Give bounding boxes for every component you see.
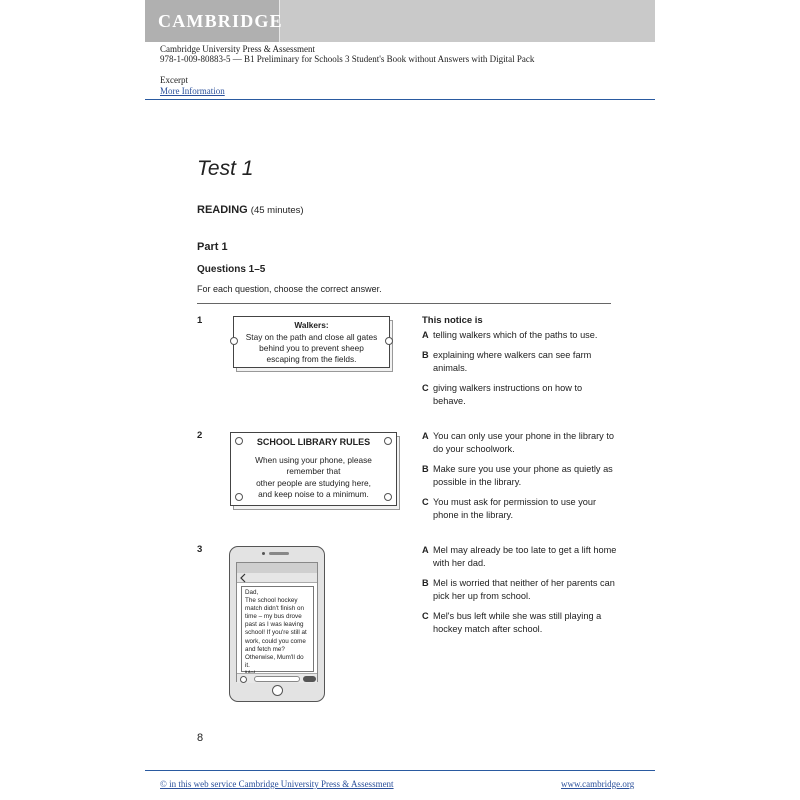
message-input-bar [237, 673, 317, 683]
message-line: match didn't finish on [245, 605, 304, 613]
message-line: school! If you're still at [245, 629, 307, 637]
message-line: and fetch me? [245, 645, 285, 653]
question-number: 2 [197, 430, 203, 441]
answer-option[interactable] [422, 544, 617, 569]
instruction-text: For each question, choose the correct answer. [197, 284, 382, 294]
speaker-icon [269, 552, 289, 555]
home-button-icon [272, 685, 283, 696]
question-number: 1 [197, 315, 203, 326]
part-heading: Part 1 [197, 241, 228, 253]
answer-option[interactable] [422, 430, 617, 455]
option-text: You can only use your phone in the library to do your schoolwork. [433, 431, 614, 454]
more-information-link[interactable]: More Information [160, 86, 225, 96]
sign-line: escaping from the fields. [266, 354, 357, 364]
walkers-notice-sign [233, 316, 390, 368]
phone-illustration [229, 546, 325, 702]
website-link[interactable]: www.cambridge.org [561, 779, 635, 789]
section-heading [197, 204, 304, 216]
text-message [241, 586, 314, 672]
message-line: The school hockey [245, 597, 298, 605]
sign-line: Stay on the path and close all gates [245, 332, 378, 342]
status-bar [237, 563, 317, 573]
option-text: explaining where walkers can see farm animals. [433, 350, 592, 373]
message-line: Otherwise, Mum'll do it. [245, 653, 304, 669]
answer-option[interactable] [422, 349, 597, 374]
section-name: READING [197, 204, 248, 216]
answer-option[interactable] [422, 610, 622, 635]
brand-logo-box [145, 0, 283, 42]
option-text: Mel's bus left while she was still playing a hockey match after school. [433, 611, 602, 634]
back-arrow-icon [240, 574, 246, 582]
option-text: giving walkers instructions on how to behave. [433, 383, 583, 406]
message-line: time – my bus drove [245, 613, 302, 621]
option-letter: A [422, 431, 429, 441]
camera-icon [262, 552, 265, 555]
sign-line: and keep noise to a minimum. [258, 489, 369, 499]
sign-line: Walkers: [294, 320, 329, 330]
questions-heading: Questions 1–5 [197, 264, 266, 275]
sign-line: other people are studying here, [256, 478, 371, 488]
option-text: You must ask for permission to use your phone in the library. [433, 497, 597, 520]
page-title: Test 1 [197, 157, 254, 180]
library-rules-sign [230, 432, 397, 506]
emoji-icon [240, 676, 247, 683]
option-letter: C [422, 497, 429, 507]
excerpt-label: Excerpt [160, 75, 188, 85]
brand-banner [145, 0, 655, 42]
message-line: Dad, [245, 589, 259, 596]
brand-logo: CAMBRIDGE [158, 11, 283, 31]
option-letter: C [422, 611, 429, 621]
answer-option[interactable] [422, 496, 617, 521]
answer-option[interactable] [422, 463, 617, 488]
option-letter: A [422, 330, 429, 340]
chat-nav-bar [237, 573, 317, 583]
option-letter: B [422, 464, 429, 474]
option-text: Make sure you use your phone as quietly as possible in the library. [433, 464, 613, 487]
question-number: 3 [197, 544, 203, 555]
option-text: Mel may already be too late to get a lift home with her dad. [433, 545, 617, 568]
isbn-line: 978-1-009-80883-5 — B1 Preliminary for Schools 3 Student's Book without Answers with Digital Pack [160, 54, 535, 64]
message-line: work, could you come [245, 637, 306, 645]
option-letter: C [422, 383, 429, 393]
message-input [254, 676, 300, 682]
phone-screen [236, 562, 318, 682]
question-prompt: This notice is [422, 315, 483, 326]
footer-divider [145, 770, 655, 771]
option-text: telling walkers which of the paths to use. [433, 330, 598, 340]
option-text: Mel is worried that neither of her parents can pick her up from school. [433, 578, 615, 601]
header-divider [145, 99, 655, 100]
answer-option[interactable] [422, 577, 617, 602]
option-letter: B [422, 578, 429, 588]
page-number: 8 [197, 732, 204, 744]
option-letter: B [422, 350, 429, 360]
sign-line: When using your phone, please [255, 455, 372, 465]
message-line: past as I was leaving [245, 621, 304, 629]
answer-option[interactable] [422, 329, 617, 342]
sign-title: SCHOOL LIBRARY RULES [256, 437, 371, 447]
send-icon [303, 676, 316, 682]
sign-line: behind you to prevent sheep [259, 343, 364, 353]
copyright-link[interactable]: © in this web service Cambridge University Press & Assessment [160, 779, 394, 789]
sign-line: remember that [286, 466, 341, 476]
section-time: (45 minutes) [250, 205, 304, 216]
publisher-line: Cambridge University Press & Assessment [160, 44, 315, 54]
instruction-divider [197, 303, 611, 304]
option-letter: A [422, 545, 429, 555]
answer-option[interactable] [422, 382, 597, 407]
